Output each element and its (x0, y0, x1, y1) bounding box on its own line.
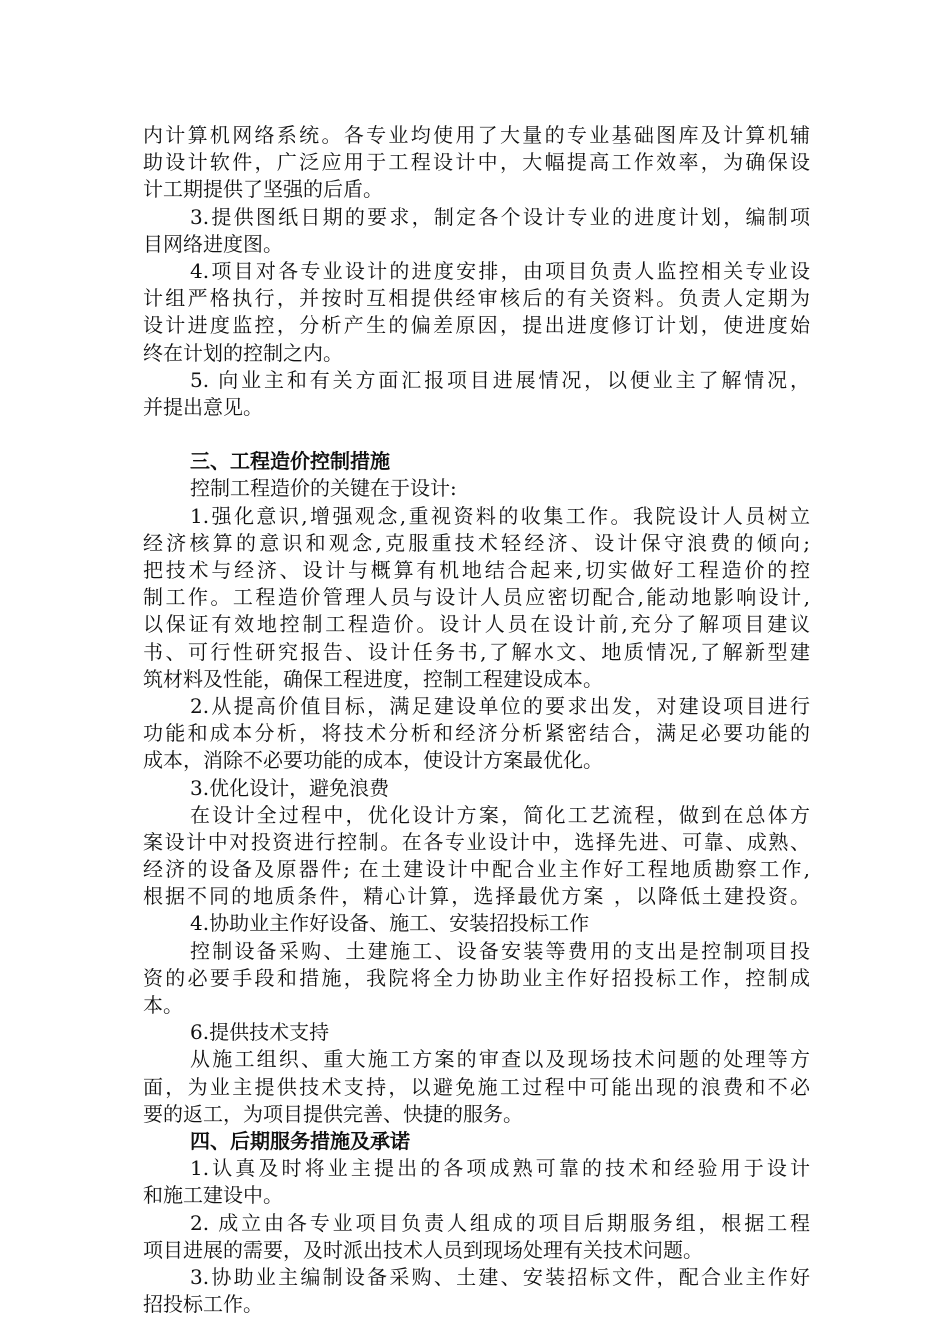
text-line: 制工作。工程造价管理人员与设计人员应密切配合,能动地影响设计, (143, 585, 810, 610)
text-line: 筑材料及性能，确保工程进度，控制工程建设成本。 (143, 666, 603, 691)
text-line: 控制设备采购、土建施工、设备安装等费用的支出是控制项目投 (190, 938, 810, 963)
section-heading: 三、工程造价控制措施 (190, 449, 390, 474)
text-line: 3.协助业主编制设备采购、土建、安装招标文件，配合业主作好 (190, 1264, 810, 1289)
text-line: 面，为业主提供技术支持，以避免施工过程中可能出现的浪费和不必 (143, 1074, 810, 1099)
text-line: 把技术与经济、设计与概算有机地结合起来,切实做好工程造价的控 (143, 558, 810, 582)
text-line: 在设计全过程中，优化设计方案，简化工艺流程，做到在总体方 (190, 802, 810, 827)
text-line: 助设计软件，广泛应用于工程设计中，大幅提高工作效率，为确保设 (143, 150, 810, 175)
text-line: 1.强化意识,增强观念,重视资料的收集工作。我院设计人员树立 (190, 503, 810, 528)
text-line: 经济的设备及原器件; 在土建设计中配合业主作好工程地质勘察工作, (143, 857, 810, 882)
text-line: 成本，消除不必要功能的成本，使设计方案最优化。 (143, 748, 603, 773)
text-line: 以保证有效地控制工程造价。设计人员在设计前,充分了解项目建议 (143, 612, 810, 637)
text-line: 3.提供图纸日期的要求，制定各个设计专业的进度计划，编制项 (190, 204, 810, 229)
text-line: 1.认真及时将业主提出的各项成熟可靠的技术和经验用于设计 (190, 1156, 810, 1181)
text-line: 招投标工作。 (143, 1292, 263, 1317)
text-line: 2.从提高价值目标，满足建设单位的要求出发，对建设项目进行 (190, 693, 810, 718)
text-line: 计工期提供了坚强的后盾。 (143, 177, 383, 202)
text-line: 功能和成本分析，将技术分析和经济分析紧密结合，满足必要功能的 (143, 721, 810, 746)
text-line: 4.项目对各专业设计的进度安排，由项目负责人监控相关专业设 (190, 258, 810, 283)
text-line: 控制工程造价的关键在于设计: (190, 476, 457, 501)
text-line: 和施工建设中。 (143, 1183, 283, 1208)
text-line: 2. 成立由各专业项目负责人组成的项目后期服务组，根据工程 (190, 1210, 810, 1235)
text-line: 设计进度监控，分析产生的偏差原因，提出进度修订计划，使进度始 (143, 313, 810, 338)
text-line: 根据不同的地质条件，精心计算，选择最优方案 ，以降低土建投资。 (143, 884, 810, 909)
paragraph-gap (143, 421, 810, 448)
text-line: 并提出意见。 (143, 394, 263, 419)
text-line: 资的必要手段和措施，我院将全力协助业主作好招投标工作，控制成 (143, 965, 810, 990)
text-line: 要的返工，为项目提供完善、快捷的服务。 (143, 1101, 523, 1126)
text-line: 4.协助业主作好设备、施工、安装招投标工作 (190, 911, 590, 936)
section-heading: 四、后期服务措施及承诺 (190, 1128, 410, 1153)
text-line: 案设计中对投资进行控制。在各专业设计中，选择先进、可靠、成熟、 (143, 829, 810, 854)
text-line: 6.提供技术支持 (190, 1020, 330, 1045)
text-line: 计组严格执行，并按时互相提供经审核后的有关资料。负责人定期为 (143, 286, 810, 311)
text-line: 项目进展的需要，及时派出技术人员到现场处理有关技术问题。 (143, 1237, 703, 1262)
text-line: 3.优化设计，避免浪费 (190, 775, 390, 800)
text-line: 经济核算的意识和观念,克服重技术轻经济、设计保守浪费的倾向; (143, 530, 810, 555)
text-line: 5. 向业主和有关方面汇报项目进展情况，以便业主了解情况， (190, 367, 810, 392)
text-line: 本。 (143, 993, 183, 1017)
text-line: 书、可行性研究报告、设计任务书,了解水文、地质情况,了解新型建 (143, 639, 810, 664)
text-line: 终在计划的控制之内。 (143, 340, 343, 365)
text-line: 目网络进度图。 (143, 231, 283, 256)
text-line: 内计算机网络系统。各专业均使用了大量的专业基础图库及计算机辅 (143, 123, 810, 147)
text-line: 从施工组织、重大施工方案的审查以及现场技术问题的处理等方 (190, 1047, 810, 1072)
